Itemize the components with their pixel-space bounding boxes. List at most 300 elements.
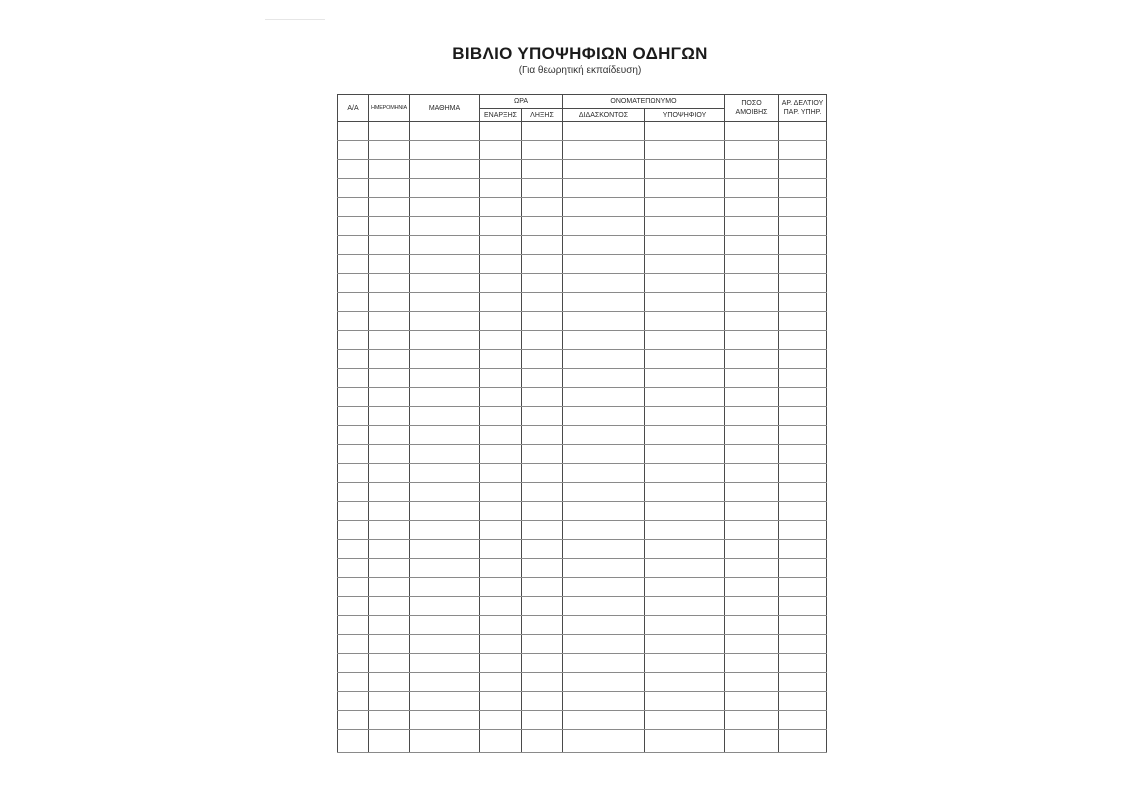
- table-row: [338, 635, 827, 654]
- ledger-table: [337, 94, 827, 753]
- cell-date: [369, 483, 410, 502]
- header-fee: [725, 95, 779, 122]
- cell-instructor: [563, 122, 645, 141]
- cell-receipt: [779, 673, 827, 692]
- cell-fee: [725, 597, 779, 616]
- table-row: [338, 350, 827, 369]
- table-row: [338, 426, 827, 445]
- cell-candidate: [645, 445, 725, 464]
- cell-receipt: [779, 388, 827, 407]
- cell-fee: [725, 521, 779, 540]
- cell-time-start: [480, 502, 522, 521]
- cell-lesson: [410, 407, 480, 426]
- header-time-end: ΛΗΞΗΣ: [522, 109, 563, 122]
- header-date: ΗΜΕΡΟΜΗΝΙΑ: [369, 95, 410, 122]
- cell-time-end: [522, 692, 563, 711]
- cell-aa: [338, 483, 369, 502]
- cell-instructor: [563, 673, 645, 692]
- header-name-candidate: ΥΠΟΨΗΦΙΟΥ: [645, 109, 725, 122]
- cell-time-start: [480, 654, 522, 673]
- cell-date: [369, 502, 410, 521]
- cell-receipt: [779, 730, 827, 753]
- cell-time-start: [480, 407, 522, 426]
- cell-aa: [338, 350, 369, 369]
- cell-fee: [725, 635, 779, 654]
- cell-candidate: [645, 464, 725, 483]
- cell-time-start: [480, 692, 522, 711]
- cell-fee: [725, 236, 779, 255]
- cell-fee: [725, 426, 779, 445]
- cell-aa: [338, 274, 369, 293]
- cell-time-start: [480, 331, 522, 350]
- cell-time-start: [480, 559, 522, 578]
- cell-date: [369, 388, 410, 407]
- cell-lesson: [410, 445, 480, 464]
- cell-lesson: [410, 502, 480, 521]
- cell-time-end: [522, 540, 563, 559]
- cell-receipt: [779, 711, 827, 730]
- cell-time-end: [522, 597, 563, 616]
- cell-lesson: [410, 312, 480, 331]
- header-time: ΩΡΑ: [480, 95, 563, 109]
- cell-lesson: [410, 654, 480, 673]
- cell-receipt: [779, 293, 827, 312]
- cell-time-start: [480, 711, 522, 730]
- cell-date: [369, 407, 410, 426]
- cell-time-end: [522, 179, 563, 198]
- cell-candidate: [645, 673, 725, 692]
- cell-fee: [725, 122, 779, 141]
- cell-aa: [338, 141, 369, 160]
- cell-time-end: [522, 407, 563, 426]
- cell-receipt: [779, 654, 827, 673]
- cell-lesson: [410, 673, 480, 692]
- cell-instructor: [563, 388, 645, 407]
- cell-instructor: [563, 578, 645, 597]
- cell-date: [369, 331, 410, 350]
- cell-candidate: [645, 654, 725, 673]
- cell-instructor: [563, 160, 645, 179]
- table-row: [338, 559, 827, 578]
- cell-time-start: [480, 293, 522, 312]
- cell-date: [369, 654, 410, 673]
- cell-fee: [725, 331, 779, 350]
- cell-receipt: [779, 312, 827, 331]
- cell-lesson: [410, 426, 480, 445]
- cell-candidate: [645, 236, 725, 255]
- cell-instructor: [563, 711, 645, 730]
- cell-aa: [338, 578, 369, 597]
- cell-date: [369, 635, 410, 654]
- cell-aa: [338, 331, 369, 350]
- table-row: [338, 388, 827, 407]
- cell-lesson: [410, 350, 480, 369]
- cell-date: [369, 236, 410, 255]
- cell-aa: [338, 597, 369, 616]
- table-row: [338, 141, 827, 160]
- cell-lesson: [410, 160, 480, 179]
- table-row: [338, 483, 827, 502]
- cell-date: [369, 160, 410, 179]
- cell-time-start: [480, 388, 522, 407]
- cell-receipt: [779, 445, 827, 464]
- cell-date: [369, 559, 410, 578]
- cell-receipt: [779, 179, 827, 198]
- header-receipt-line2: ΠΑΡ. ΥΠΗΡ.: [783, 109, 822, 116]
- cell-aa: [338, 673, 369, 692]
- cell-time-start: [480, 635, 522, 654]
- cell-aa: [338, 730, 369, 753]
- table-row: [338, 198, 827, 217]
- table-row: [338, 540, 827, 559]
- cell-candidate: [645, 141, 725, 160]
- cell-time-start: [480, 483, 522, 502]
- header-lesson: ΜΑΘΗΜΑ: [410, 95, 480, 122]
- cell-lesson: [410, 616, 480, 635]
- cell-time-start: [480, 445, 522, 464]
- cell-time-start: [480, 578, 522, 597]
- cell-time-start: [480, 141, 522, 160]
- cell-time-start: [480, 730, 522, 753]
- cell-date: [369, 521, 410, 540]
- cell-receipt: [779, 502, 827, 521]
- cell-time-end: [522, 730, 563, 753]
- cell-time-end: [522, 445, 563, 464]
- cell-time-end: [522, 559, 563, 578]
- cell-candidate: [645, 502, 725, 521]
- cell-candidate: [645, 160, 725, 179]
- cell-instructor: [563, 730, 645, 753]
- cell-fee: [725, 274, 779, 293]
- cell-candidate: [645, 274, 725, 293]
- cell-aa: [338, 521, 369, 540]
- cell-candidate: [645, 559, 725, 578]
- cell-fee: [725, 445, 779, 464]
- cell-receipt: [779, 160, 827, 179]
- page-subtitle: (Για θεωρητική εκπαίδευση): [518, 65, 642, 76]
- cell-date: [369, 255, 410, 274]
- cell-instructor: [563, 274, 645, 293]
- cell-date: [369, 369, 410, 388]
- cell-aa: [338, 369, 369, 388]
- cell-candidate: [645, 350, 725, 369]
- cell-date: [369, 616, 410, 635]
- cell-candidate: [645, 369, 725, 388]
- cell-instructor: [563, 559, 645, 578]
- table-row: [338, 464, 827, 483]
- cell-fee: [725, 312, 779, 331]
- header-name: ΟΝΟΜΑΤΕΠΩΝΥΜΟ: [563, 95, 725, 109]
- cell-fee: [725, 179, 779, 198]
- cell-fee: [725, 293, 779, 312]
- cell-time-end: [522, 654, 563, 673]
- cell-aa: [338, 654, 369, 673]
- cell-lesson: [410, 293, 480, 312]
- cell-time-end: [522, 673, 563, 692]
- cell-candidate: [645, 578, 725, 597]
- cell-instructor: [563, 540, 645, 559]
- cell-candidate: [645, 597, 725, 616]
- cell-fee: [725, 464, 779, 483]
- table-row: [338, 521, 827, 540]
- table-row: [338, 293, 827, 312]
- table-row: [338, 711, 827, 730]
- cell-candidate: [645, 293, 725, 312]
- cell-instructor: [563, 692, 645, 711]
- cell-receipt: [779, 635, 827, 654]
- cell-time-end: [522, 464, 563, 483]
- cell-time-start: [480, 122, 522, 141]
- cell-date: [369, 179, 410, 198]
- cell-aa: [338, 445, 369, 464]
- cell-aa: [338, 559, 369, 578]
- cell-instructor: [563, 312, 645, 331]
- cell-time-end: [522, 255, 563, 274]
- cell-lesson: [410, 198, 480, 217]
- cell-aa: [338, 711, 369, 730]
- cell-date: [369, 312, 410, 331]
- cell-lesson: [410, 179, 480, 198]
- cell-date: [369, 597, 410, 616]
- cell-lesson: [410, 635, 480, 654]
- cell-date: [369, 692, 410, 711]
- table-row: [338, 179, 827, 198]
- cell-aa: [338, 426, 369, 445]
- cell-receipt: [779, 559, 827, 578]
- cell-aa: [338, 312, 369, 331]
- table-row: [338, 673, 827, 692]
- cell-aa: [338, 160, 369, 179]
- cell-fee: [725, 217, 779, 236]
- cell-time-start: [480, 217, 522, 236]
- cell-lesson: [410, 540, 480, 559]
- cell-date: [369, 464, 410, 483]
- cell-time-end: [522, 369, 563, 388]
- cell-time-start: [480, 160, 522, 179]
- table-row: [338, 312, 827, 331]
- cell-time-start: [480, 616, 522, 635]
- header-fee-line2: ΑΜΟΙΒΗΣ: [735, 109, 768, 116]
- cell-instructor: [563, 331, 645, 350]
- cell-instructor: [563, 407, 645, 426]
- cell-fee: [725, 578, 779, 597]
- cell-lesson: [410, 578, 480, 597]
- table-row: [338, 236, 827, 255]
- cell-instructor: [563, 198, 645, 217]
- cell-date: [369, 673, 410, 692]
- cell-instructor: [563, 236, 645, 255]
- cell-time-start: [480, 464, 522, 483]
- table-row: [338, 445, 827, 464]
- cell-aa: [338, 540, 369, 559]
- cell-time-start: [480, 673, 522, 692]
- cell-time-start: [480, 274, 522, 293]
- cell-instructor: [563, 369, 645, 388]
- cell-receipt: [779, 331, 827, 350]
- cell-date: [369, 540, 410, 559]
- cell-lesson: [410, 217, 480, 236]
- cell-fee: [725, 483, 779, 502]
- cell-candidate: [645, 692, 725, 711]
- cell-receipt: [779, 407, 827, 426]
- cell-lesson: [410, 711, 480, 730]
- cell-receipt: [779, 578, 827, 597]
- cell-instructor: [563, 483, 645, 502]
- cell-time-end: [522, 502, 563, 521]
- cell-time-start: [480, 521, 522, 540]
- cell-date: [369, 217, 410, 236]
- cell-receipt: [779, 483, 827, 502]
- cell-receipt: [779, 255, 827, 274]
- cell-receipt: [779, 350, 827, 369]
- cell-date: [369, 426, 410, 445]
- cell-lesson: [410, 236, 480, 255]
- cell-time-start: [480, 597, 522, 616]
- cell-fee: [725, 616, 779, 635]
- cell-candidate: [645, 331, 725, 350]
- cell-date: [369, 578, 410, 597]
- cell-lesson: [410, 730, 480, 753]
- cell-receipt: [779, 369, 827, 388]
- header-receipt-line1: ΑΡ. ΔΕΛΤΙΟΥ: [781, 100, 824, 107]
- cell-receipt: [779, 464, 827, 483]
- table-row: [338, 502, 827, 521]
- cell-time-start: [480, 312, 522, 331]
- table-row: [338, 217, 827, 236]
- cell-lesson: [410, 331, 480, 350]
- cell-fee: [725, 559, 779, 578]
- cell-receipt: [779, 217, 827, 236]
- table-row: [338, 616, 827, 635]
- cell-time-end: [522, 616, 563, 635]
- table-row: [338, 160, 827, 179]
- cell-time-end: [522, 160, 563, 179]
- cell-time-end: [522, 711, 563, 730]
- cell-time-start: [480, 255, 522, 274]
- cell-candidate: [645, 198, 725, 217]
- cell-fee: [725, 350, 779, 369]
- cell-fee: [725, 369, 779, 388]
- cell-instructor: [563, 217, 645, 236]
- cell-aa: [338, 255, 369, 274]
- cell-fee: [725, 540, 779, 559]
- cell-aa: [338, 635, 369, 654]
- cell-fee: [725, 388, 779, 407]
- cell-candidate: [645, 312, 725, 331]
- cell-time-start: [480, 369, 522, 388]
- header-time-start: ΕΝΑΡΞΗΣ: [480, 109, 522, 122]
- cell-time-end: [522, 312, 563, 331]
- cell-fee: [725, 502, 779, 521]
- cell-time-end: [522, 217, 563, 236]
- cell-instructor: [563, 293, 645, 312]
- cell-fee: [725, 711, 779, 730]
- cell-instructor: [563, 635, 645, 654]
- cell-time-end: [522, 426, 563, 445]
- cell-fee: [725, 407, 779, 426]
- cell-receipt: [779, 521, 827, 540]
- cell-candidate: [645, 711, 725, 730]
- cell-date: [369, 122, 410, 141]
- cell-fee: [725, 160, 779, 179]
- cell-time-end: [522, 521, 563, 540]
- table-row: [338, 692, 827, 711]
- cell-lesson: [410, 464, 480, 483]
- cell-instructor: [563, 521, 645, 540]
- cell-candidate: [645, 122, 725, 141]
- cell-aa: [338, 217, 369, 236]
- cell-date: [369, 274, 410, 293]
- cell-time-end: [522, 141, 563, 160]
- cell-instructor: [563, 350, 645, 369]
- table-row: [338, 274, 827, 293]
- cell-aa: [338, 407, 369, 426]
- cell-time-end: [522, 350, 563, 369]
- cell-lesson: [410, 274, 480, 293]
- cell-lesson: [410, 483, 480, 502]
- cell-time-start: [480, 350, 522, 369]
- cell-time-end: [522, 236, 563, 255]
- cell-date: [369, 293, 410, 312]
- cell-date: [369, 445, 410, 464]
- cell-time-end: [522, 578, 563, 597]
- table-row: [338, 369, 827, 388]
- cell-candidate: [645, 483, 725, 502]
- cell-time-start: [480, 179, 522, 198]
- cell-instructor: [563, 502, 645, 521]
- cell-instructor: [563, 445, 645, 464]
- table-body: [338, 122, 827, 753]
- cell-candidate: [645, 540, 725, 559]
- cell-lesson: [410, 255, 480, 274]
- table-row: [338, 331, 827, 350]
- cell-date: [369, 141, 410, 160]
- table-row: [338, 578, 827, 597]
- cell-receipt: [779, 540, 827, 559]
- cell-receipt: [779, 597, 827, 616]
- cell-receipt: [779, 122, 827, 141]
- cell-candidate: [645, 179, 725, 198]
- cell-candidate: [645, 521, 725, 540]
- cell-time-end: [522, 388, 563, 407]
- table-row: [338, 407, 827, 426]
- cell-lesson: [410, 597, 480, 616]
- cell-fee: [725, 654, 779, 673]
- cell-time-end: [522, 198, 563, 217]
- cell-candidate: [645, 255, 725, 274]
- cell-lesson: [410, 141, 480, 160]
- table-row: [338, 597, 827, 616]
- cell-candidate: [645, 730, 725, 753]
- table-row: [338, 730, 827, 753]
- cell-aa: [338, 692, 369, 711]
- cell-candidate: [645, 388, 725, 407]
- cell-lesson: [410, 369, 480, 388]
- header-fee-line1: ΠΟΣΟ: [741, 100, 762, 107]
- cell-candidate: [645, 217, 725, 236]
- cell-candidate: [645, 407, 725, 426]
- cell-instructor: [563, 141, 645, 160]
- cell-candidate: [645, 635, 725, 654]
- cell-receipt: [779, 141, 827, 160]
- cell-time-end: [522, 483, 563, 502]
- cell-fee: [725, 198, 779, 217]
- page-title: ΒΙΒΛΙΟ ΥΠΟΨΗΦΙΩΝ ΟΔΗΓΩΝ: [452, 44, 708, 63]
- cell-lesson: [410, 388, 480, 407]
- cell-receipt: [779, 616, 827, 635]
- cell-fee: [725, 692, 779, 711]
- cell-time-end: [522, 635, 563, 654]
